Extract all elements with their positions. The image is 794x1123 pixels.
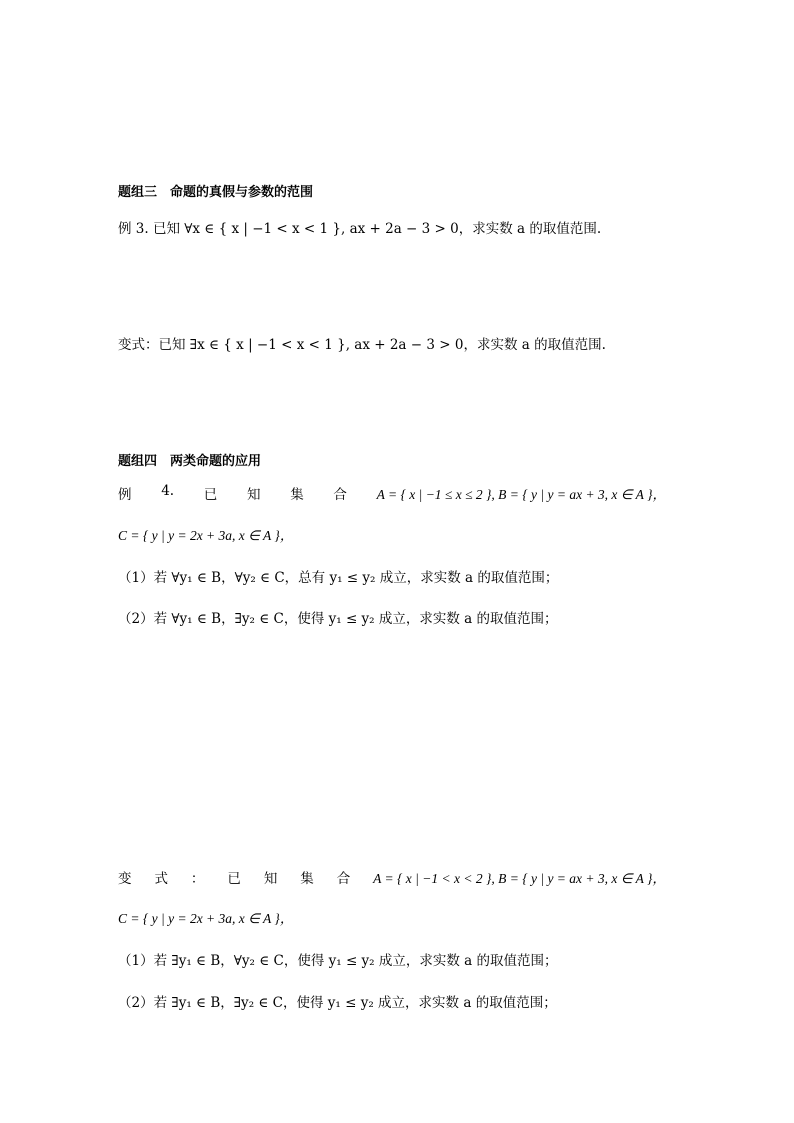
variant-word: 已: [227, 871, 241, 887]
variant-sets-ab: A = { x | −1 < x < 2 }, B = { y | y = ax + 3, x ∈ A }，: [373, 871, 666, 886]
variant-word: 变: [118, 871, 132, 887]
variant-word: 集: [300, 871, 314, 887]
example4-question-1: （1）若 ∀y₁ ∈ B，∀y₂ ∈ C，总有 y₁ ≤ y₂ 成立，求实数 a 的取值范围；: [118, 570, 559, 586]
example4-word: 集: [290, 487, 304, 503]
section3-heading: 题组三 命题的真假与参数的范围: [118, 185, 314, 200]
variant-question-2: （2）若 ∃y₁ ∈ B，∃y₂ ∈ C，使得 y₁ ≤ y₂ 成立，求实数 a 的取值范围；: [118, 995, 557, 1011]
example4-word: 知: [247, 487, 261, 503]
variant-first-line: [118, 867, 666, 887]
variant-word: 合: [336, 871, 351, 887]
example4-word: 合: [333, 487, 347, 503]
section4-heading: 题组四 两类命题的应用: [118, 454, 262, 469]
variant-word: 知: [263, 871, 278, 887]
example4-set-c: C = { y | y = 2x + 3a, x ∈ A }，: [118, 528, 294, 543]
example3-text: 例 3. 已知 ∀x ∈ { x | −1 < x < 1 }, ax + 2a − 3 > 0，求实数 a 的取值范围.: [118, 221, 602, 237]
variant-question-1: （1）若 ∃y₁ ∈ B，∀y₂ ∈ C，使得 y₁ ≤ y₂ 成立，求实数 a 的取值范围；: [118, 953, 558, 969]
example4-first-line: [118, 483, 666, 503]
variant-word: ：: [190, 871, 205, 887]
example4-word: 已: [203, 487, 218, 503]
example4-word: 4.: [161, 483, 175, 499]
variant-word: 式: [154, 871, 168, 887]
example4-word: 例: [118, 487, 132, 503]
example4-question-2: （2）若 ∀y₁ ∈ B，∃y₂ ∈ C，使得 y₁ ≤ y₂ 成立，求实数 a 的取值范围；: [118, 611, 558, 627]
variant-set-c: C = { y | y = 2x + 3a, x ∈ A }，: [118, 911, 294, 926]
example4-sets-ab: A = { x | −1 ≤ x ≤ 2 }, B = { y | y = ax + 3, x ∈ A }，: [376, 487, 666, 502]
section3-variant-text: 变式：已知 ∃x ∈ { x | −1 < x < 1 }, ax + 2a − 3 > 0，求实数 a 的取值范围.: [118, 337, 606, 353]
